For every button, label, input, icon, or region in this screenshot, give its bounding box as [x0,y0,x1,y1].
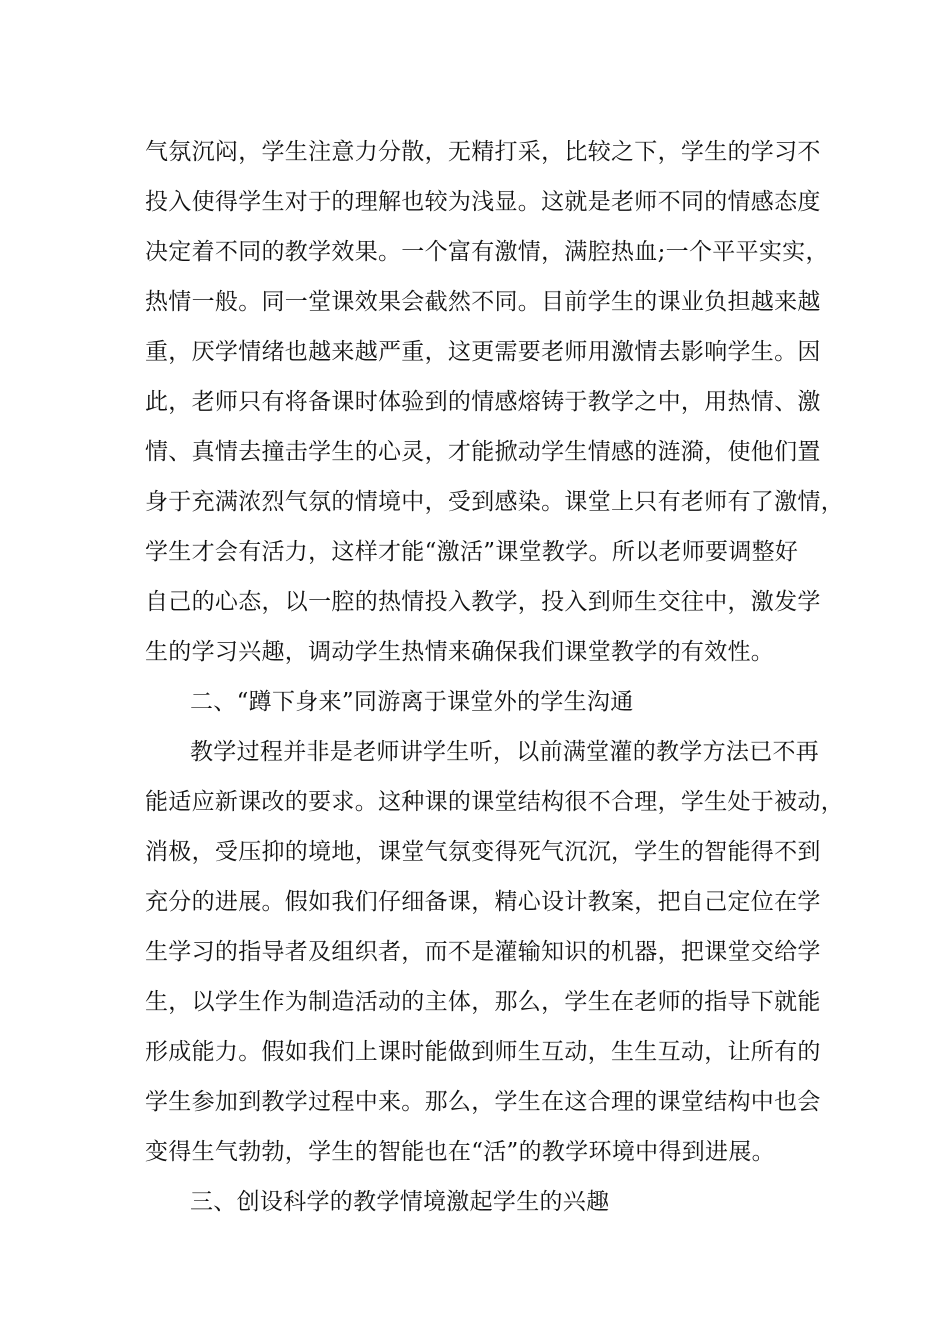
text-line: 生学习的指导者及组织者，而不是灌输知识的机器，把课堂交给学 [145,939,821,965]
text-line: 重，厌学情绪也越来越严重，这更需要老师用激情去影响学生。因 [145,339,821,365]
text-line: 生，以学生作为制造活动的主体，那么，学生在老师的指导下就能 [145,989,821,1015]
paragraph-first-line: 教学过程并非是老师讲学生听，以前满堂灌的教学方法已不再 [190,739,820,765]
text-line: 决定着不同的教学效果。一个富有激情，满腔热血;一个平平实实， [145,239,829,265]
text-line: 学生才会有活力，这样才能“激活”课堂教学。所以老师要调整好 [145,539,799,565]
text-line: 投入使得学生对于的理解也较为浅显。这就是老师不同的情感态度 [145,189,821,215]
text-line: 身于充满浓烈气氛的情境中，受到感染。课堂上只有老师有了激情， [145,489,844,515]
text-line: 学生参加到教学过程中来。那么，学生在这合理的课堂结构中也会 [145,1089,821,1115]
text-line: 生的学习兴趣，调动学生热情来确保我们课堂教学的有效性。 [145,639,775,665]
section-heading: 二、“蹲下身来”同游离于课堂外的学生沟通 [190,689,634,715]
text-line: 此，老师只有将备课时体验到的情感熔铸于教学之中，用热情、激 [145,389,821,415]
text-line: 热情一般。同一堂课效果会截然不同。目前学生的课业负担越来越 [145,289,821,315]
text-line: 气氛沉闷，学生注意力分散，无精打采，比较之下，学生的学习不 [145,139,821,165]
text-line: 自己的心态，以一腔的热情投入教学，投入到师生交往中，激发学 [145,589,821,615]
text-line: 变得生气勃勃，学生的智能也在“活”的教学环境中得到进展。 [145,1139,775,1165]
text-line: 情、真情去撞击学生的心灵，才能掀动学生情感的涟漪，使他们置 [145,439,821,465]
text-line: 消极，受压抑的境地，课堂气氛变得死气沉沉，学生的智能得不到 [145,839,821,865]
text-line: 充分的进展。假如我们仔细备课，精心设计教案，把自己定位在学 [145,889,821,915]
section-heading: 三、创设科学的教学情境激起学生的兴趣 [190,1189,610,1215]
text-line: 能适应新课改的要求。这种课的课堂结构很不合理，学生处于被动， [145,789,844,815]
text-line: 形成能力。假如我们上课时能做到师生互动，生生互动，让所有的 [145,1039,821,1065]
